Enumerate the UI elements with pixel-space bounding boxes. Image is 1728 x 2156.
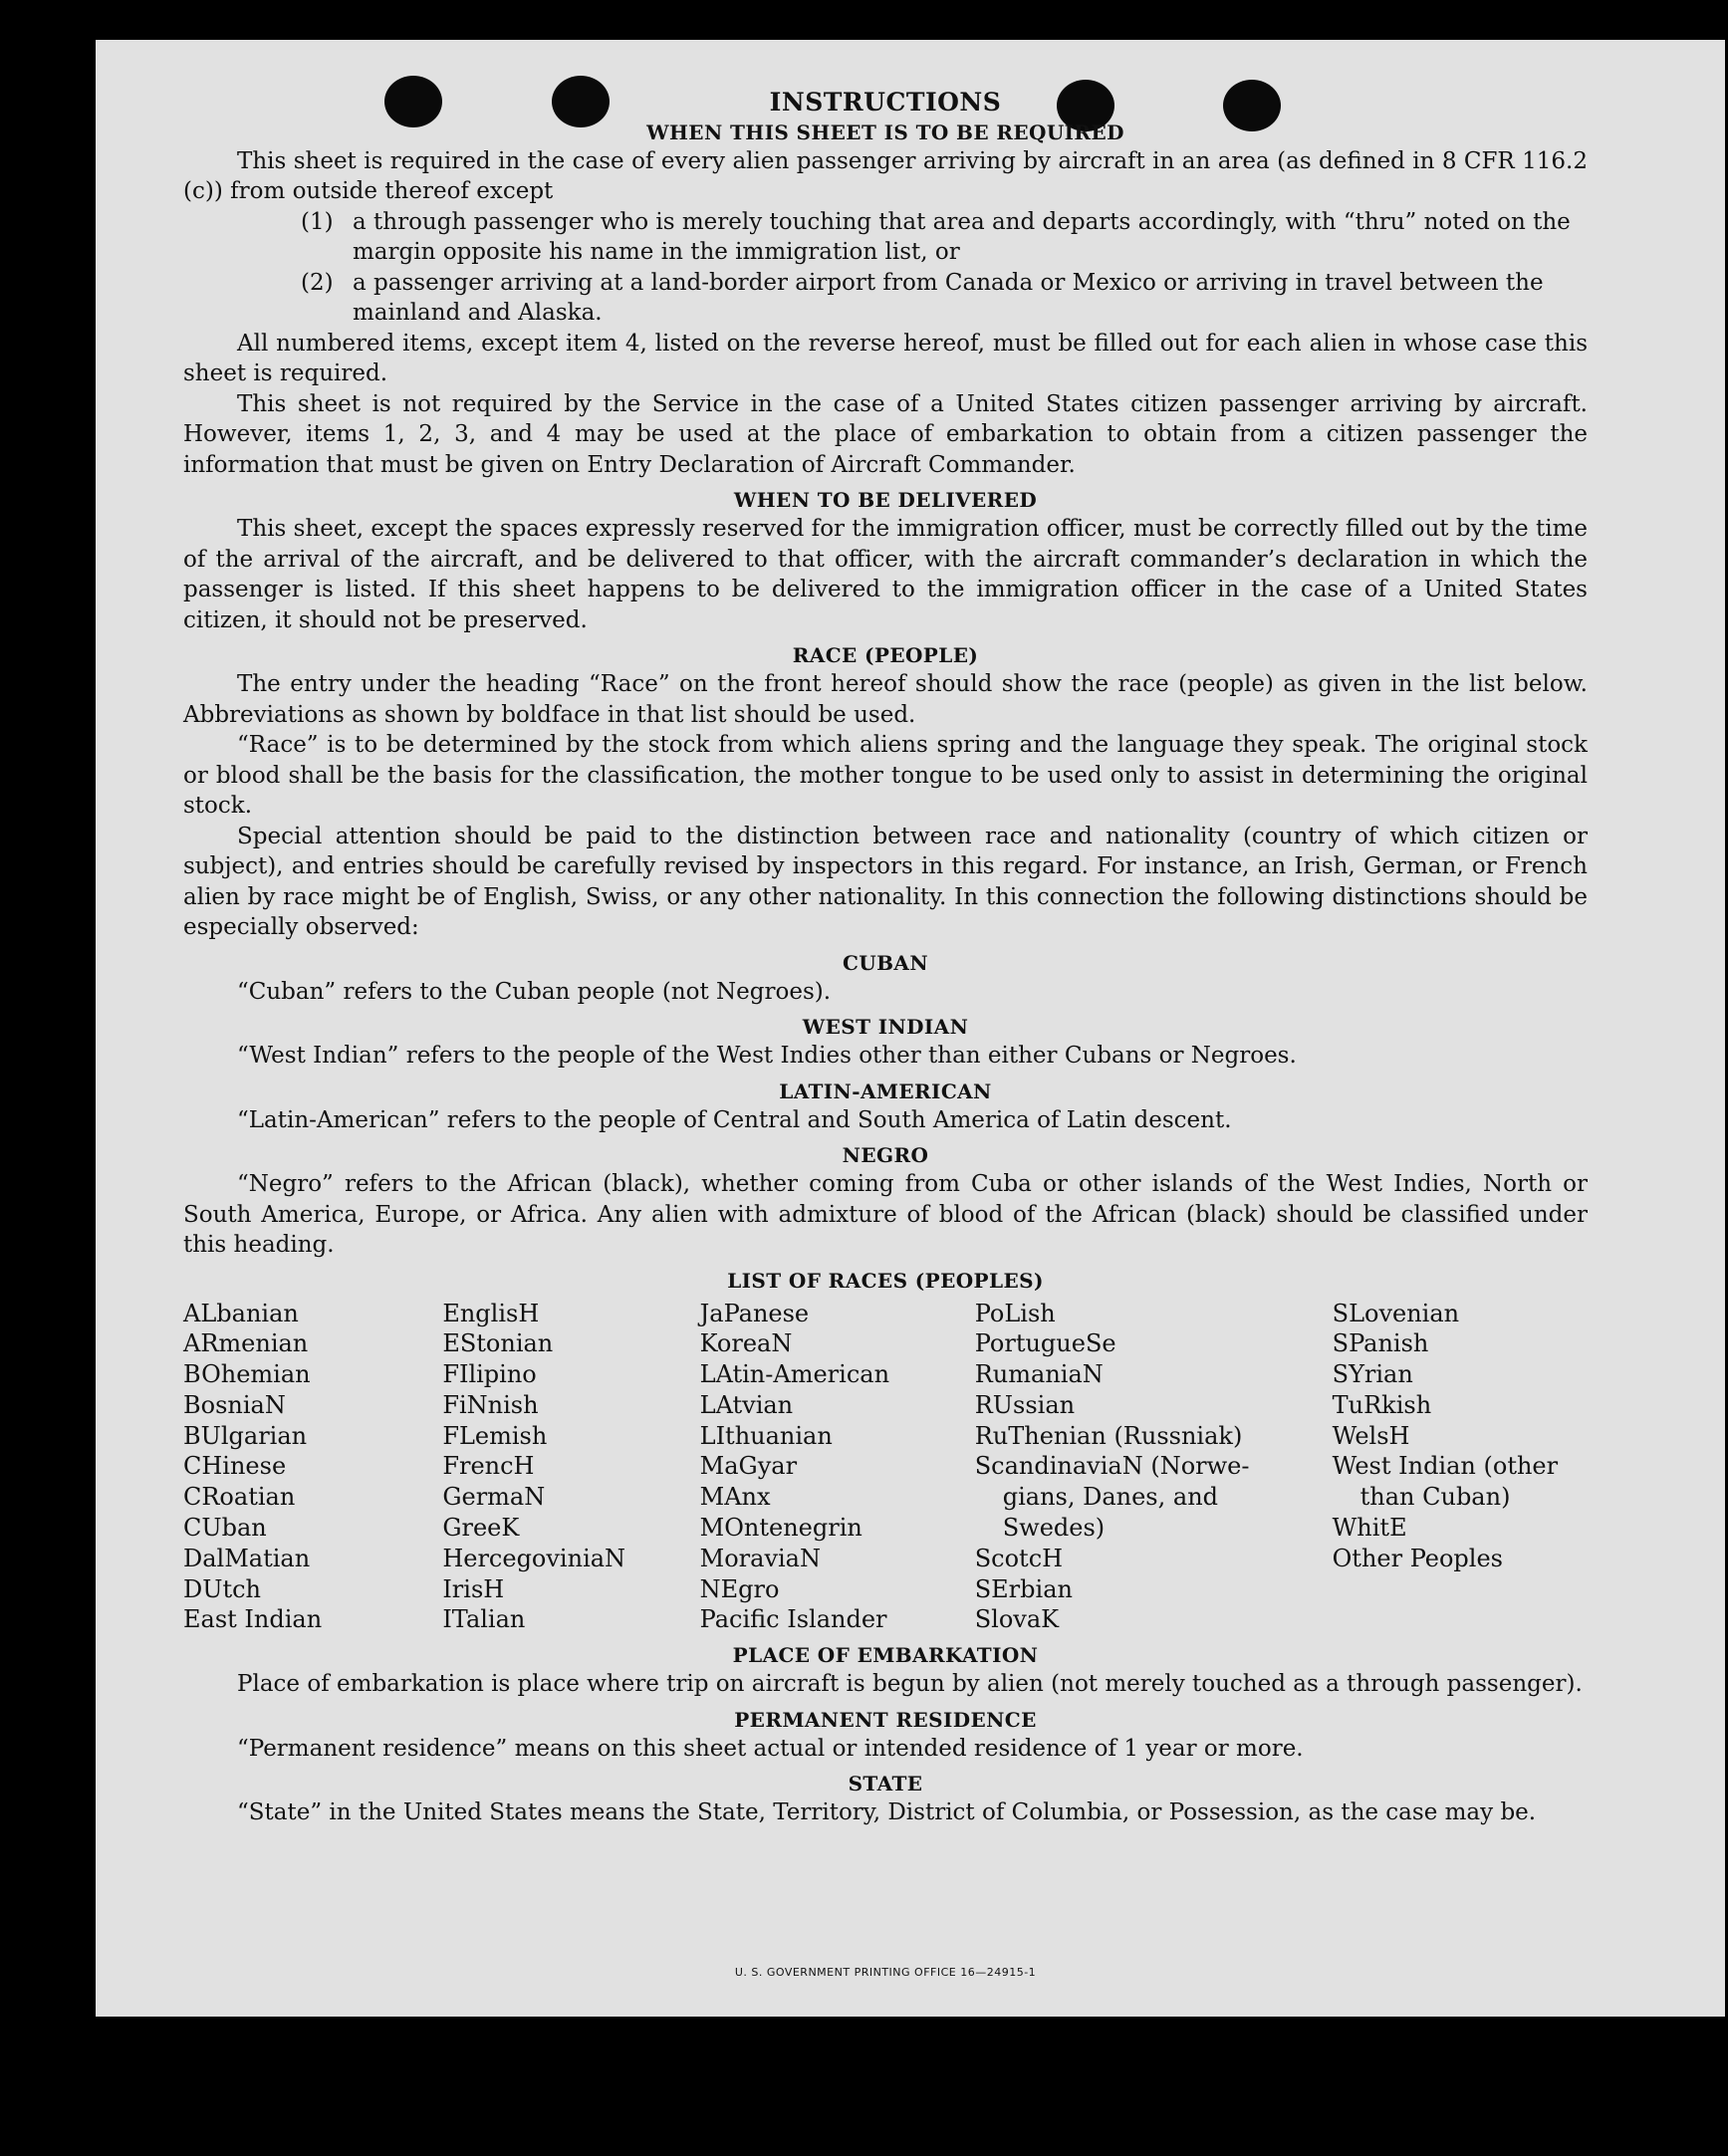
- paragraph: “Permanent residence” means on this sheet actual or intended residence of 1 year or more.: [237, 1735, 1304, 1762]
- paragraph: This sheet is required in the case of every alien passenger arriving by aircraft in an area (as defined in 8 CFR 116.2 (c)) from outside thereof except: [183, 147, 1588, 204]
- section-heading: NEGRO: [842, 1143, 929, 1167]
- race-entry: MAnx: [699, 1483, 771, 1512]
- race-column: [183, 1299, 442, 1636]
- race-column: [700, 1299, 975, 1636]
- race-entry: East Indian: [183, 1605, 323, 1634]
- race-entry: PoLish: [974, 1299, 1056, 1327]
- race-entry: SErbian: [974, 1574, 1073, 1603]
- item-number: (1): [301, 208, 334, 235]
- paragraph: Special attention should be paid to the distinction between race and nationality (country of which citizen or subject), and entries should be carefully revised by inspectors in this regard. For instance, an Irish, German, or French alien by race might be of English, Swiss, or any other nationality. In this connection the following distinctions should be especially observed:: [183, 823, 1588, 940]
- section-heading: PERMANENT RESIDENCE: [734, 1707, 1037, 1732]
- section-heading: STATE: [848, 1772, 923, 1797]
- section-heading: LATIN-AMERICAN: [779, 1078, 992, 1103]
- race-entry: JaPanese: [699, 1299, 810, 1327]
- race-entry: ScotcH: [974, 1544, 1064, 1572]
- list-item: [301, 207, 1588, 268]
- paragraph: This sheet, except the spaces expressly reserved for the immigration officer, must be correctly filled out by the time of the arrival of the aircraft, and be delivered to that officer, with the aircraft commander’s declaration in which the passenger is listed. If this sheet happens to be delivered to the immigration officer in the case of a United States citizen, it should not be preserved.: [183, 516, 1588, 633]
- race-list: [183, 1299, 1588, 1636]
- section-heading: PLACE OF EMBARKATION: [732, 1643, 1039, 1668]
- race-entry: BUlgarian: [183, 1421, 308, 1450]
- race-entry: CUban: [183, 1514, 267, 1543]
- race-column: [975, 1299, 1333, 1636]
- race-entry: LAtvian: [699, 1390, 794, 1419]
- race-entry: CHinese: [183, 1452, 287, 1481]
- printer-imprint: U. S. GOVERNMENT PRINTING OFFICE 16—24915-1: [734, 1966, 1037, 1979]
- paragraph: “Cuban” refers to the Cuban people (not Negroes).: [237, 978, 832, 1005]
- race-entry: gians, Danes, and: [1002, 1483, 1219, 1512]
- race-entry: HercegoviniaN: [442, 1544, 626, 1572]
- race-entry: West Indian (other: [1332, 1452, 1559, 1481]
- paragraph: The entry under the heading “Race” on the front hereof should show the race (people) as given in the list below. Abbreviations as shown by boldface in that list should be used.: [183, 671, 1588, 728]
- race-entry: Pacific Islander: [699, 1605, 887, 1634]
- race-column: [1333, 1299, 1588, 1636]
- race-entry: SYrian: [1332, 1360, 1413, 1389]
- section-heading: WEST INDIAN: [802, 1015, 969, 1039]
- list-item: [301, 268, 1588, 329]
- race-entry: FLemish: [442, 1421, 548, 1450]
- race-entry: SlovaK: [974, 1605, 1060, 1634]
- race-entry: LAtin-American: [699, 1360, 890, 1389]
- race-entry: WelsH: [1332, 1421, 1410, 1450]
- race-entry: TuRkish: [1332, 1390, 1432, 1419]
- race-entry: SPanish: [1332, 1329, 1429, 1358]
- race-entry: CRoatian: [183, 1483, 296, 1512]
- race-entry: than Cuban): [1359, 1483, 1511, 1512]
- race-entry: MaGyar: [699, 1452, 798, 1481]
- race-entry: PortugueSe: [974, 1329, 1116, 1358]
- race-entry: RumaniaN: [974, 1360, 1104, 1389]
- section-heading: WHEN THIS SHEET IS TO BE REQUIRED: [646, 120, 1124, 144]
- paragraph: “Negro” refers to the African (black), whether coming from Cuba or other islands of the West Indies, North or South America, Europe, or Africa. Any alien with admixture of blood of the African (black) should be classified under this heading.: [183, 1171, 1588, 1258]
- page-title: INSTRUCTIONS: [769, 88, 1002, 117]
- race-entry: ITalian: [442, 1605, 526, 1634]
- paragraph: All numbered items, except item 4, listed on the reverse hereof, must be filled out for each alien in whose case this sheet is required.: [183, 330, 1588, 386]
- paragraph: This sheet is not required by the Service in the case of a United States citizen passenger arriving by aircraft. However, items 1, 2, 3, and 4 may be used at the place of embarkation to obtain from a citizen passenger the information that must be given on Entry Declaration of Aircraft Commander.: [183, 390, 1588, 478]
- race-entry: ARmenian: [183, 1329, 309, 1358]
- race-entry: MOntenegrin: [699, 1514, 863, 1543]
- race-entry: KoreaN: [699, 1329, 793, 1358]
- race-entry: ScandinaviaN (Norwe-: [974, 1452, 1250, 1481]
- item-text: a through passenger who is merely touching that area and departs accordingly, with “thru” noted on the margin opposite his name in the immigration list, or: [353, 208, 1571, 265]
- race-entry: IrisH: [442, 1574, 505, 1603]
- race-entry: BosniaN: [183, 1390, 286, 1419]
- instructions-content: [183, 88, 1588, 1979]
- item-text: a passenger arriving at a land-border airport from Canada or Mexico or arriving in travel between the mainland and Alaska.: [353, 269, 1544, 326]
- race-entry: FiNnish: [442, 1390, 539, 1419]
- race-entry: FIlipino: [442, 1360, 537, 1389]
- section-heading: CUBAN: [842, 950, 929, 975]
- race-entry: RuThenian (Russniak): [974, 1421, 1243, 1450]
- race-entry: MoraviaN: [699, 1544, 821, 1572]
- race-entry: LIthuanian: [699, 1421, 833, 1450]
- race-entry: Swedes): [1002, 1514, 1106, 1543]
- race-column: [442, 1299, 699, 1636]
- race-entry: NEgro: [699, 1574, 780, 1603]
- race-entry: RUssian: [974, 1390, 1076, 1419]
- race-entry: DalMatian: [183, 1544, 311, 1572]
- race-entry: ALbanian: [183, 1299, 299, 1327]
- race-entry: GermaN: [442, 1483, 546, 1512]
- race-entry: Other Peoples: [1332, 1544, 1503, 1572]
- race-entry: GreeK: [442, 1514, 520, 1543]
- race-entry: DUtch: [183, 1574, 262, 1603]
- race-entry: WhitE: [1332, 1514, 1407, 1543]
- paragraph: “Race” is to be determined by the stock from which aliens spring and the language they speak. The original stock or blood shall be the basis for the classification, the mother tongue to be used only to assist in determining the original stock.: [183, 732, 1588, 819]
- item-number: (2): [301, 269, 334, 296]
- paragraph: “West Indian” refers to the people of the West Indies other than either Cubans or Negroes.: [237, 1043, 1297, 1069]
- race-entry: EStonian: [442, 1329, 554, 1358]
- section-heading: WHEN TO BE DELIVERED: [733, 488, 1038, 512]
- race-entry: EnglisH: [442, 1299, 540, 1327]
- paragraph: “Latin-American” refers to the people of Central and South America of Latin descent.: [237, 1106, 1232, 1133]
- section-heading: LIST OF RACES (PEOPLES): [727, 1268, 1044, 1293]
- paragraph: “State” in the United States means the State, Territory, District of Columbia, or Possession, as the case may be.: [237, 1799, 1537, 1826]
- race-entry: BOhemian: [183, 1360, 311, 1389]
- section-heading: RACE (PEOPLE): [792, 643, 979, 667]
- document-sheet: [96, 40, 1725, 2017]
- paragraph: Place of embarkation is place where trip on aircraft is begun by alien (not merely touched as a through passenger).: [237, 1671, 1583, 1698]
- race-entry: FrencH: [442, 1452, 535, 1481]
- race-entry: SLovenian: [1332, 1299, 1460, 1327]
